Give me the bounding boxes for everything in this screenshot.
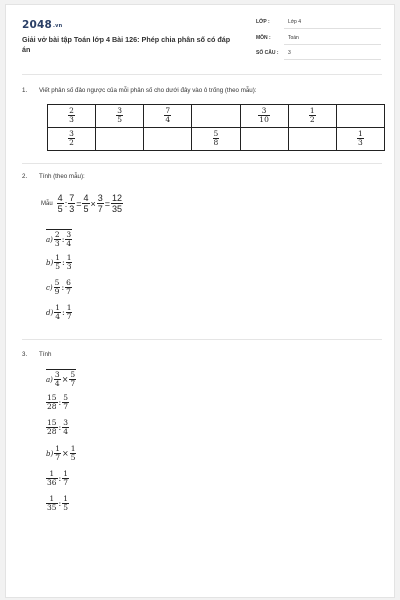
numerator: 3 — [63, 418, 69, 427]
fraction — [111, 193, 123, 214]
fraction — [68, 193, 75, 214]
table-row — [48, 105, 385, 128]
q3-item-b — [46, 445, 76, 462]
numerator: 3 — [54, 370, 60, 379]
fraction — [62, 470, 69, 487]
denominator: 5 — [83, 204, 89, 214]
operator: : — [58, 398, 62, 407]
denominator: 28 — [47, 402, 57, 411]
denominator: 7 — [66, 312, 72, 321]
meta-key: SỐ CÂU : — [256, 50, 279, 56]
denominator: 7 — [97, 204, 103, 214]
denominator: 5 — [70, 453, 76, 462]
item-label: a) — [46, 235, 53, 244]
fraction — [54, 231, 61, 248]
item-label: c) — [46, 283, 53, 292]
numerator: 1 — [358, 129, 363, 139]
q2-item-a — [46, 229, 72, 248]
denominator: 4 — [66, 239, 72, 248]
denominator: 3 — [358, 138, 363, 148]
fraction — [62, 495, 69, 512]
numerator: 5 — [70, 370, 76, 379]
question-1-text: Viết phân số đảo ngược của mỗi phân số cho dưới đây vào ô trống (theo mẫu): — [39, 87, 257, 94]
denominator: 3 — [54, 239, 60, 248]
sample-label: Mẫu — [41, 200, 53, 207]
numerator: 5 — [63, 393, 69, 402]
operator: : — [61, 235, 65, 244]
denominator: 4 — [63, 427, 69, 436]
meta-divider — [284, 28, 381, 29]
numerator: 1 — [55, 253, 60, 262]
denominator: 28 — [47, 427, 57, 436]
table-row — [48, 128, 385, 151]
expression-group — [46, 369, 76, 388]
operator: : — [62, 258, 65, 267]
table-cell[interactable] — [336, 128, 384, 151]
denominator: 7 — [63, 402, 69, 411]
table-cell-empty[interactable] — [336, 105, 384, 128]
fraction — [70, 445, 77, 462]
fraction — [116, 107, 123, 124]
q2-item-b — [46, 254, 72, 271]
numerator: 12 — [112, 193, 123, 203]
denominator: 7 — [55, 453, 60, 462]
operator: = — [76, 198, 82, 209]
numerator: 4 — [57, 193, 63, 203]
operator: = — [104, 198, 111, 209]
sample-expression — [41, 193, 123, 214]
denominator: 2 — [309, 115, 315, 125]
numerator: 15 — [47, 418, 57, 427]
denominator: 7 — [66, 287, 71, 296]
operator: : — [62, 308, 65, 317]
numerator: 1 — [309, 106, 315, 116]
fraction — [97, 193, 104, 214]
q2-item-c — [46, 279, 72, 296]
table-cell[interactable] — [48, 128, 96, 151]
denominator: 4 — [55, 312, 60, 321]
operator: : — [64, 198, 68, 209]
denominator: 4 — [54, 379, 60, 388]
fraction — [46, 394, 58, 411]
numerator: 1 — [63, 469, 69, 478]
numerator: 3 — [66, 230, 72, 239]
item-label: b) — [46, 258, 54, 267]
reciprocal-table — [47, 104, 385, 151]
denominator: 5 — [55, 262, 60, 271]
denominator: 5 — [57, 204, 63, 214]
denominator: 35 — [47, 503, 57, 512]
item-label: b) — [46, 449, 54, 458]
site-logo[interactable] — [22, 19, 62, 31]
numerator: 1 — [66, 303, 72, 312]
operator: : — [58, 499, 62, 508]
operator: × — [90, 198, 96, 209]
numerator: 3 — [69, 129, 74, 139]
fraction — [54, 371, 61, 388]
numerator: 2 — [54, 230, 60, 239]
denominator: 10 — [259, 115, 269, 125]
numerator: 5 — [54, 278, 60, 287]
operator: × — [62, 449, 69, 458]
expression-group — [46, 229, 72, 248]
denominator: 36 — [47, 478, 57, 487]
denominator: 35 — [112, 204, 123, 214]
table-cell-empty[interactable] — [96, 128, 144, 151]
numerator: 1 — [55, 303, 60, 312]
question-3-number: 3. — [22, 351, 28, 358]
table-cell[interactable] — [288, 105, 336, 128]
numerator: 5 — [213, 129, 219, 139]
meta-divider — [284, 59, 381, 60]
table-cell[interactable] — [144, 105, 192, 128]
numerator: 1 — [49, 469, 55, 478]
table-cell[interactable] — [48, 105, 96, 128]
numerator: 1 — [49, 494, 55, 503]
fraction — [57, 193, 64, 214]
table-cell[interactable] — [96, 105, 144, 128]
operator: : — [58, 474, 62, 483]
denominator: 3 — [69, 115, 74, 125]
numerator: 1 — [70, 444, 76, 453]
fraction — [213, 130, 220, 147]
page-title: Giải vở bài tập Toán lớp 4 Bài 126: Phép chia phân số có đáp án — [22, 35, 231, 54]
logo-sub: .vn — [53, 23, 63, 29]
table-cell[interactable] — [192, 128, 240, 151]
question-1-number: 1. — [22, 87, 28, 94]
logo-main: 2048 — [22, 19, 53, 31]
denominator: 2 — [69, 138, 74, 148]
fraction — [65, 279, 72, 296]
fraction — [66, 304, 73, 321]
fraction — [65, 231, 72, 248]
denominator: 4 — [165, 115, 171, 125]
item-label: a) — [46, 375, 53, 384]
meta-key: MÔN : — [256, 35, 271, 41]
section-divider — [22, 339, 382, 340]
fraction — [46, 470, 58, 487]
fraction — [258, 107, 270, 124]
numerator: 6 — [66, 278, 71, 287]
fraction — [357, 130, 364, 147]
numerator: 3 — [117, 106, 123, 116]
denominator: 3 — [69, 204, 75, 214]
question-2-text: Tính (theo mẫu): — [39, 173, 85, 180]
denominator: 7 — [70, 379, 76, 388]
operator: : — [58, 423, 62, 432]
fraction — [62, 394, 69, 411]
numerator: 7 — [69, 193, 75, 203]
fraction — [54, 279, 61, 296]
numerator: 2 — [69, 106, 74, 116]
q3-item-a — [46, 369, 76, 388]
fraction — [54, 445, 61, 462]
table-cell-empty[interactable] — [192, 105, 240, 128]
fraction — [54, 304, 61, 321]
fraction — [68, 107, 75, 124]
meta-key: LỚP : — [256, 19, 270, 25]
table-cell-empty[interactable] — [144, 128, 192, 151]
fraction — [46, 495, 58, 512]
worksheet-page — [5, 4, 395, 598]
table-cell[interactable] — [240, 105, 288, 128]
fraction — [309, 107, 316, 124]
q3-item-b-step2 — [46, 495, 69, 512]
question-2-number: 2. — [22, 173, 28, 180]
fraction — [82, 193, 89, 214]
numerator: 1 — [55, 444, 60, 453]
table-cell-empty[interactable] — [240, 128, 288, 151]
denominator: 5 — [63, 503, 69, 512]
denominator: 8 — [213, 138, 219, 148]
section-divider — [22, 163, 382, 164]
question-3-text: Tính — [39, 351, 52, 358]
numerator: 1 — [63, 494, 69, 503]
fraction — [68, 130, 75, 147]
operator: : — [61, 283, 65, 292]
fraction — [164, 107, 171, 124]
numerator: 1 — [66, 253, 72, 262]
meta-value: Toán — [288, 35, 299, 41]
numerator: 15 — [47, 393, 57, 402]
q3-item-a-step1 — [46, 394, 69, 411]
fraction — [62, 419, 69, 436]
item-label: d) — [46, 308, 54, 317]
q3-item-a-step2 — [46, 419, 69, 436]
q2-item-d — [46, 304, 72, 321]
numerator: 3 — [97, 193, 103, 203]
fraction — [54, 254, 61, 271]
numerator: 7 — [165, 106, 171, 116]
q3-item-b-step1 — [46, 470, 69, 487]
header-divider — [22, 74, 382, 75]
denominator: 3 — [66, 262, 72, 271]
numerator: 3 — [261, 106, 267, 116]
fraction — [46, 419, 58, 436]
fraction — [66, 254, 73, 271]
fraction — [69, 371, 76, 388]
meta-divider — [284, 44, 381, 45]
meta-value: 3 — [288, 50, 291, 56]
denominator: 9 — [54, 287, 60, 296]
table-cell-empty[interactable] — [288, 128, 336, 151]
numerator: 4 — [83, 193, 89, 203]
denominator: 5 — [117, 115, 123, 125]
denominator: 7 — [63, 478, 69, 487]
operator: × — [61, 375, 69, 384]
meta-value: Lớp 4 — [288, 19, 302, 25]
